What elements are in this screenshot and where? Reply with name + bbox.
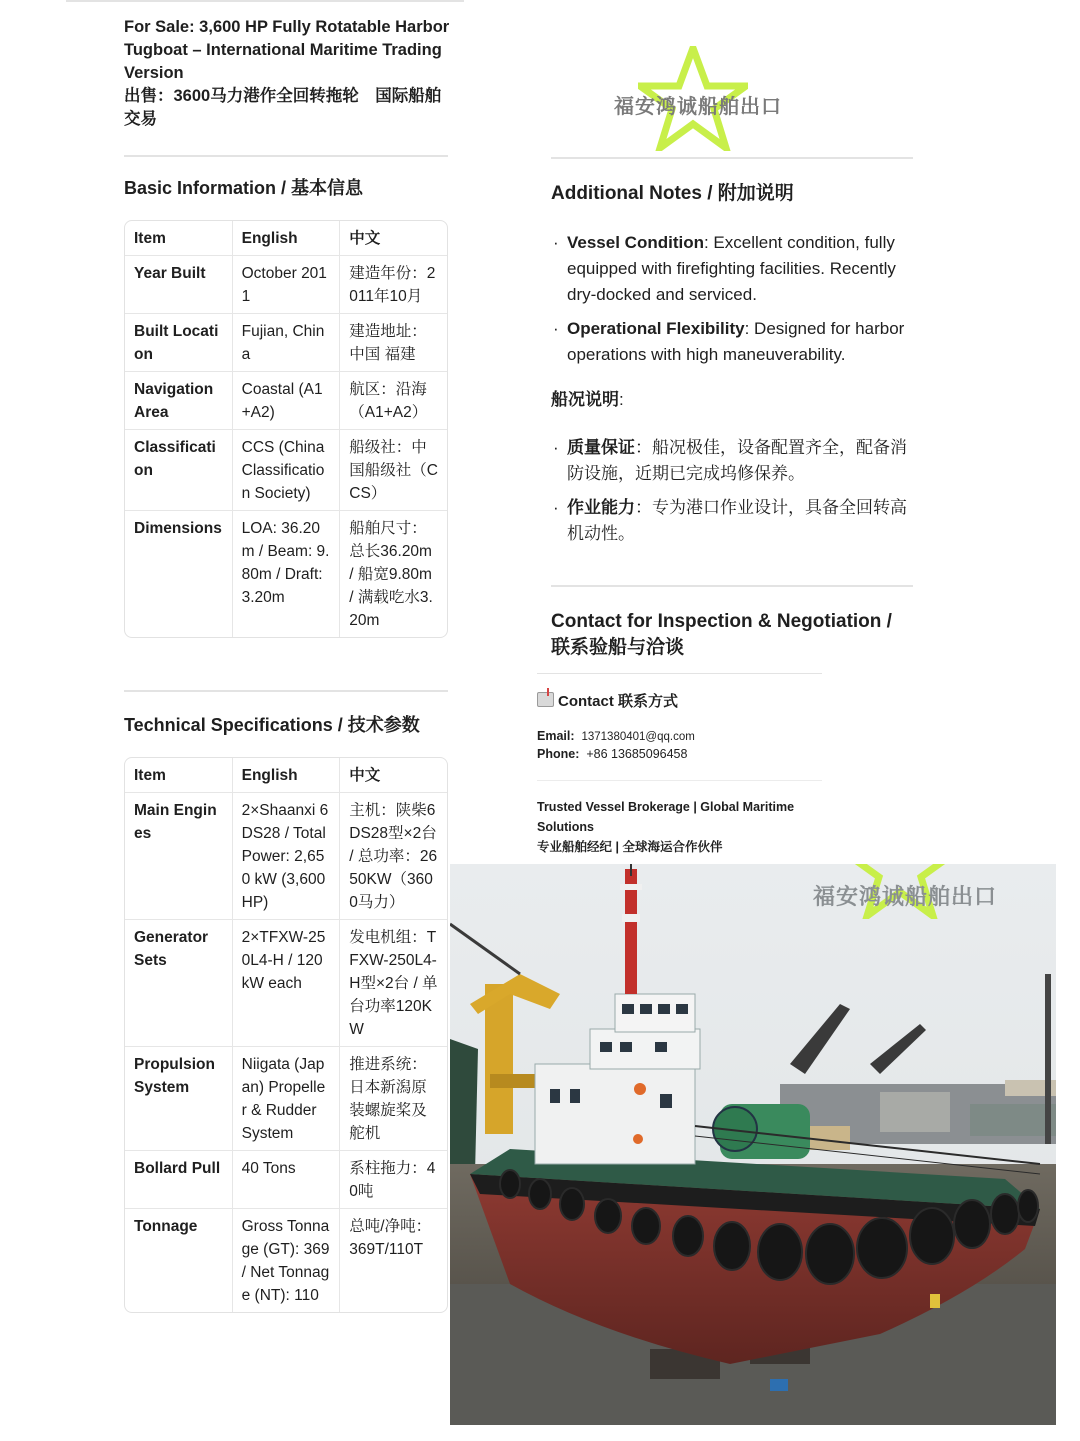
tugboat-photo [450,864,1056,1425]
note-item: · 作业能力：专为港口作业设计，具备全回转高机动性。 [553,498,907,543]
english-cell: CCS (China Classification Society) [233,430,341,511]
notes-en [551,230,916,376]
chinese-cell: 船级社：中国船级社（CCS） [340,430,447,511]
notes-top-divider [551,157,913,159]
email-line: Email: 1371380401@qq.com [537,729,695,743]
chinese-cell: 推进系统：日本新潟原装螺旋桨及舵机 [340,1047,447,1151]
table-row [125,1151,447,1209]
english-cell: 2×TFXW-250L4-H / 120 kW each [233,920,341,1047]
item-cell: Main Engines [125,793,233,920]
tagline-cn: 专业船舶经纪 | 全球海运合作伙伴 [537,840,723,854]
title-cn: 出售：3600马力港作全回转拖轮 国际船舶交易 [124,87,442,128]
english-cell: Coastal (A1+A2) [233,372,341,430]
chinese-cell: 中文 [340,221,447,256]
table-row [125,430,447,511]
english-cell: English [233,221,341,256]
english-cell: October 2011 [233,256,341,314]
basic-divider [124,690,448,692]
email-link[interactable]: 1371380401@qq.com [581,731,695,743]
page-title [124,16,454,131]
contact-box-title: Contact 联系方式 [537,690,827,711]
phone-number[interactable]: +86 13685096458 [586,747,688,761]
table-header-row [125,758,447,793]
item-cell: Built Location [125,314,233,372]
note-item: · Operational Flexibility: Designed for harbor operations with high maneuverability. [553,319,905,364]
top-divider [66,0,464,2]
contact-heading: Contact for Inspection & Negotiation / 联系验船与洽谈 [551,611,892,658]
contact-inner-divider [537,780,822,781]
item-cell: Bollard Pull [125,1151,233,1209]
contact-divider [537,673,822,674]
item-cell: Generator Sets [125,920,233,1047]
notes-bottom-divider [551,585,913,587]
basic-info-heading: Basic Information / 基本信息 [124,178,364,198]
tech-spec-table [124,757,448,1313]
chinese-cell: 建造年份：2011年10月 [340,256,447,314]
item-cell: Classification [125,430,233,511]
phone-line: Phone: +86 13685096458 [537,747,688,761]
english-cell: Fujian, China [233,314,341,372]
notes-heading: Additional Notes / 附加说明 [551,183,794,204]
watermark-logo [598,46,798,156]
item-cell: Tonnage [125,1209,233,1312]
tagline [537,797,827,857]
chinese-cell: 中文 [340,758,447,793]
chinese-cell: 建造地址：中国 福建 [340,314,447,372]
notes-cn [551,435,916,555]
watermark-text: 福安鸿诚船舶出口 [614,96,782,118]
table-header-row [125,221,447,256]
chinese-cell: 系柱拖力：40吨 [340,1151,447,1209]
item-cell: Navigation Area [125,372,233,430]
english-cell: English [233,758,341,793]
item-cell: Item [125,221,233,256]
contact-box [537,690,827,761]
english-cell: LOA: 36.20m / Beam: 9.80m / Draft: 3.20m [233,511,341,637]
english-cell: Niigata (Japan) Propeller & Rudder System [233,1047,341,1151]
table-row [125,511,447,637]
table-row [125,314,447,372]
table-row [125,793,447,920]
tech-spec-heading: Technical Specifications / 技术参数 [124,715,420,735]
chinese-cell: 总吨/净吨：369T/110T [349,1218,432,1258]
mailbox-icon [537,692,554,707]
title-en: For Sale: 3,600 HP Fully Rotatable Harbor Tugboat – International Maritime Trading Version [124,18,450,82]
chinese-cell: 航区：沿海（A1+A2） [340,372,447,430]
chinese-cell: 主机：陕柴6DS28型×2台 / 总功率：2650KW（3600马力） [340,793,447,920]
table-row [125,256,447,314]
english-cell: Gross Tonnage (GT): 369 / Net Tonnage (NT): 110 [233,1209,341,1312]
table-row [125,372,447,430]
chinese-cell: 船舶尺寸：总长36.20m / 船宽9.80m / 满载吃水3.20m [349,520,433,629]
title-divider [124,155,448,157]
english-cell: 2×Shaanxi 6DS28 / Total Power: 2,650 kW (3,600 HP) [233,793,341,920]
table-row [125,1047,447,1151]
watermark-logo-photo [790,864,1010,924]
tugboat-illustration [450,864,1056,1425]
english-cell: 40 Tons [233,1151,341,1209]
note-item: · 质量保证：船况极佳，设备配置齐全，配备消防设施，近期已完成坞修保养。 [553,438,907,483]
table-row [125,920,447,1047]
item-cell: Propulsion System [125,1047,233,1151]
note-item: · Vessel Condition: Excellent condition, fully equipped with firefighting facilities. Recently dry-docked and serviced. [553,233,896,304]
chinese-cell: 发电机组：TFXW-250L4-H型×2台 / 单台功率120KW [340,920,447,1047]
watermark-text: 福安鸿诚船舶出口 [812,884,997,909]
tagline-en: Trusted Vessel Brokerage | Global Maritime Solutions [537,800,795,834]
item-cell: Year Built [125,256,233,314]
notes-cn-heading: 船况说明: [551,390,624,409]
item-cell: Item [125,758,233,793]
basic-info-table [124,220,448,638]
item-cell: Dimensions [125,511,233,637]
table-row [125,1209,447,1312]
